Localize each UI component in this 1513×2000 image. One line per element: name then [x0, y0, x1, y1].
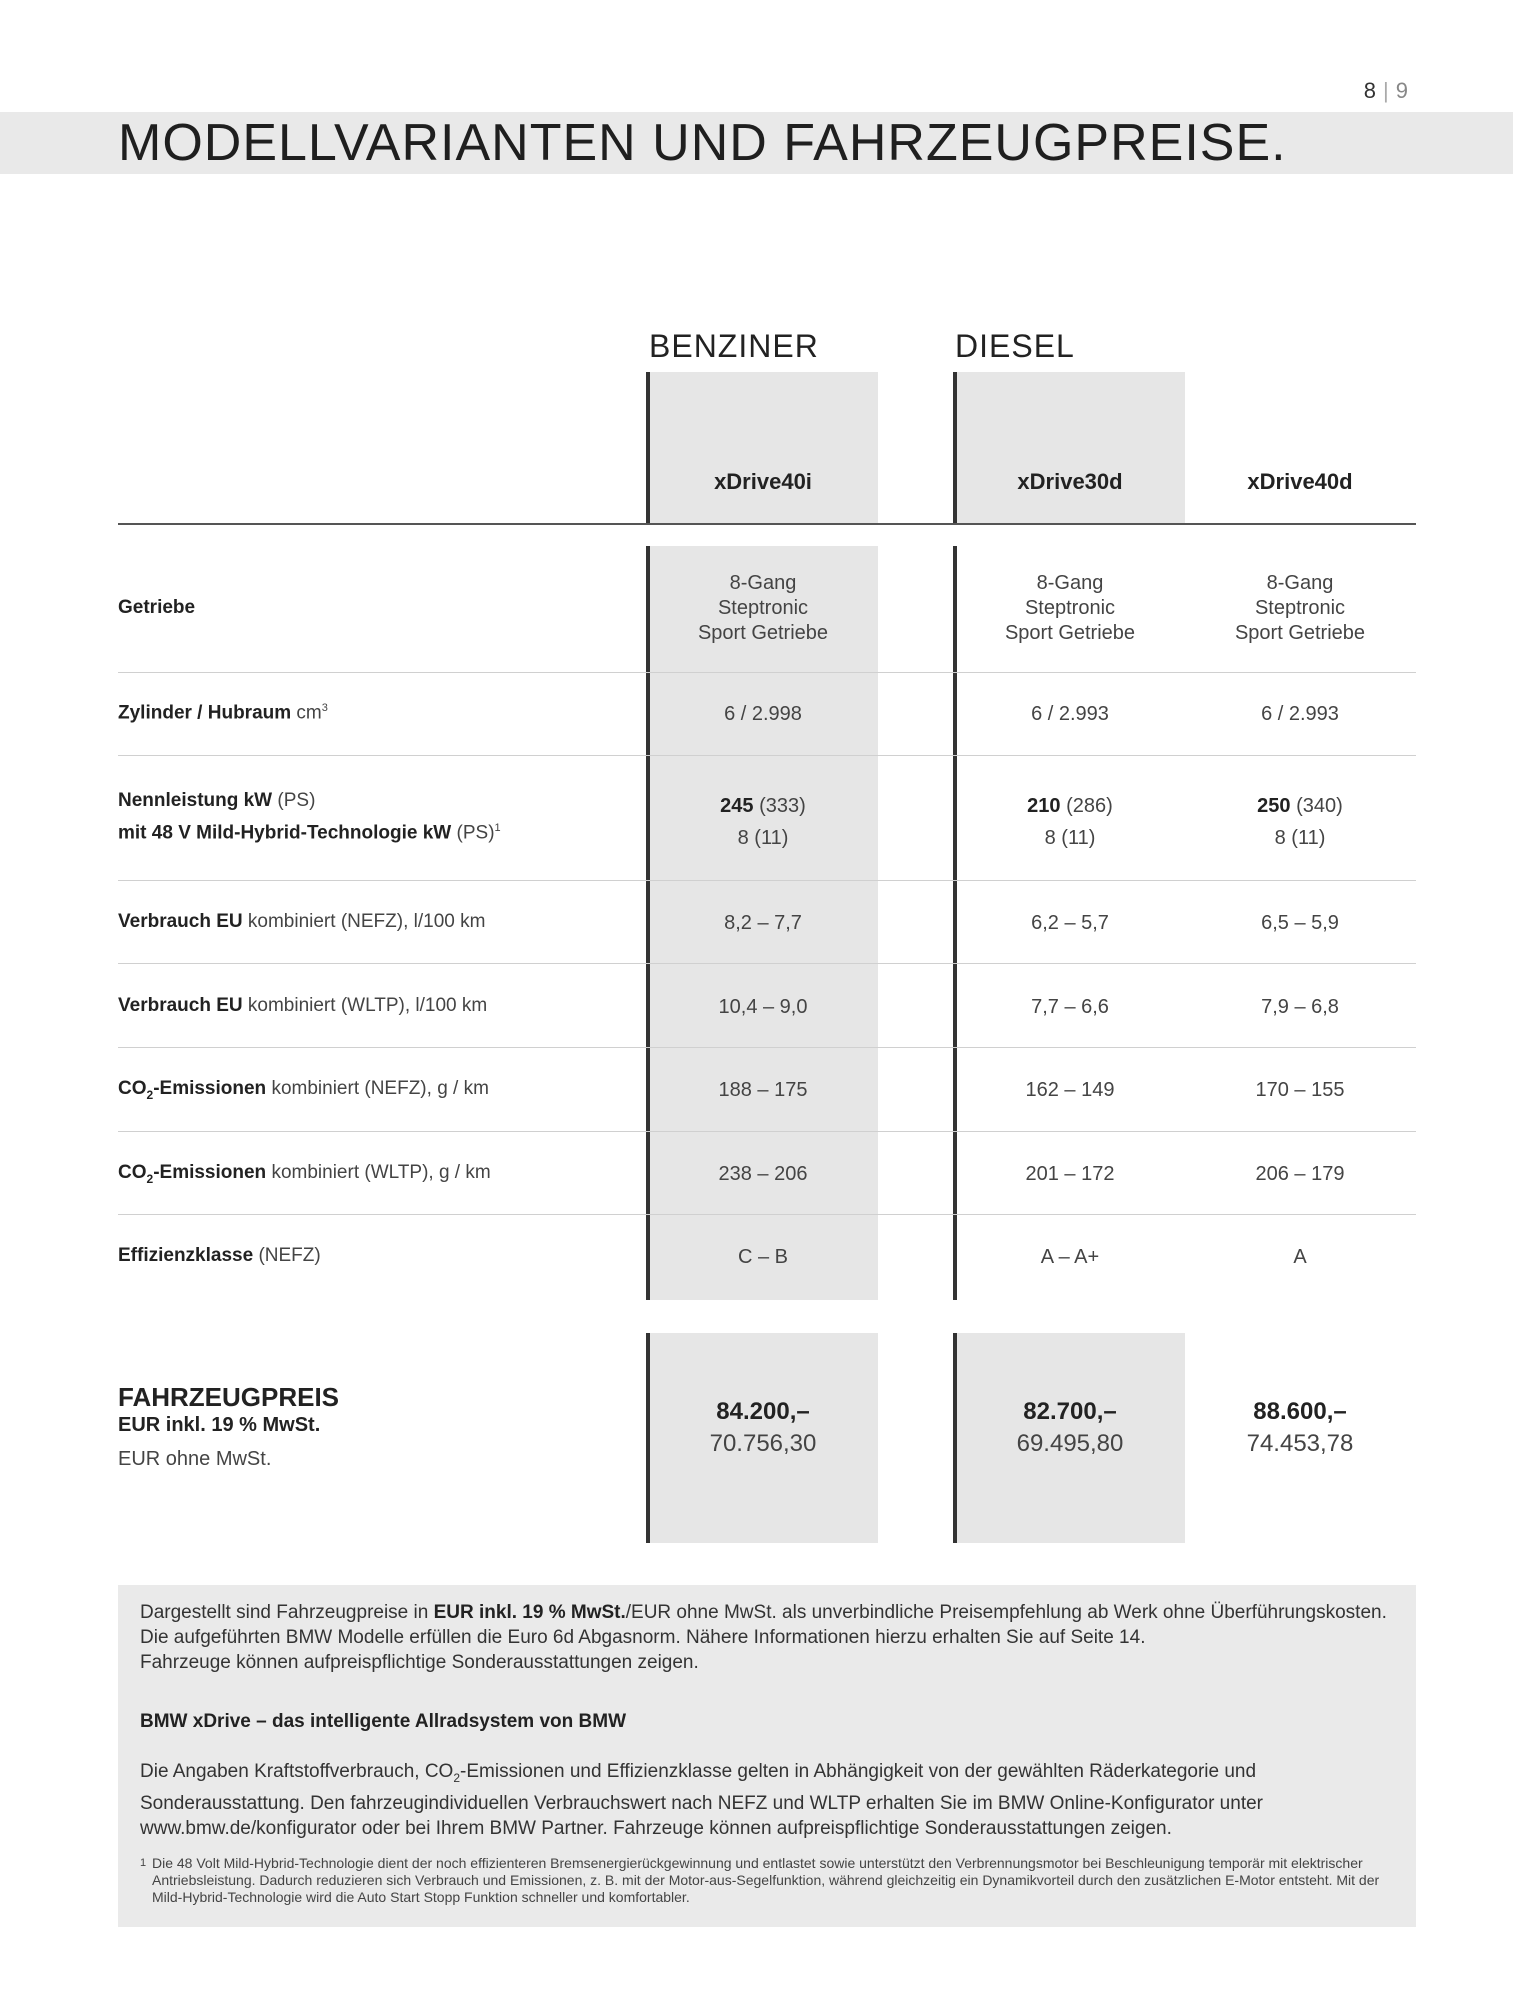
price-net-xdrive40d: 74.453,78 [1246, 1430, 1354, 1457]
page-number-current: 8 [1363, 78, 1378, 103]
price-net-xdrive40i: 70.756,30 [709, 1430, 817, 1457]
cell-co2-nefz-xdrive30d: 162 – 149 [1025, 1079, 1115, 1101]
page-number-next: 9 [1395, 78, 1409, 103]
cell-zylinder-xdrive40d: 6 / 2.993 [1261, 703, 1339, 725]
header-bar-xdrive40i [646, 372, 650, 523]
cell-leistung-xdrive30d: 210 (286) 8 (11) [1027, 795, 1113, 849]
row-label-co2-nefz: $CO_2$-Emissionen kombiniert (NEFZ), g / km [118, 1078, 489, 1102]
header-bg-xdrive30d [955, 372, 1185, 523]
model-xdrive30d: xDrive30d [1017, 469, 1123, 494]
notes-box [118, 1585, 1416, 1927]
cell-verbrauch-wltp-xdrive40i: 10,4 – 9,0 [718, 996, 808, 1018]
row-divider [118, 1214, 1416, 1215]
group-diesel: DIESEL [955, 328, 1075, 364]
footnote [140, 1855, 1390, 1906]
cell-getriebe-xdrive30d: 8-Gang Steptronic Sport Getriebe [1004, 572, 1136, 644]
page-number [1364, 78, 1409, 104]
row-divider [118, 672, 1416, 673]
row-label-co2-wltp: $CO_2$-Emissionen kombiniert (WLTP), g / km [118, 1162, 491, 1186]
price-gross-xdrive30d: 82.700,– [1023, 1398, 1117, 1425]
model-xdrive40i: xDrive40i [714, 469, 812, 494]
header-divider [118, 523, 1416, 525]
cell-leistung-xdrive40i: 245 (333) 8 (11) [720, 795, 806, 849]
price-net-xdrive30d: 69.495,80 [1016, 1430, 1124, 1457]
cell-verbrauch-nefz-xdrive40d: 6,5 – 5,9 [1261, 912, 1339, 934]
row-divider [118, 1047, 1416, 1048]
price-sub-gross: EUR inkl. 19 % MwSt. [118, 1414, 321, 1436]
cell-effizienz-xdrive30d: A – A+ [1040, 1246, 1100, 1268]
row-label-effizienz: Effizienzklasse (NEFZ) [118, 1245, 321, 1266]
cell-zylinder-xdrive30d: 6 / 2.993 [1031, 703, 1109, 725]
header-bg-xdrive40i [648, 372, 878, 523]
page-number-separator: | [1383, 78, 1390, 103]
group-petrol: BENZINER [649, 328, 819, 364]
cell-effizienz-xdrive40d: A [1293, 1246, 1307, 1268]
footnote-text: Die 48 Volt Mild-Hybrid-Technologie dient der noch effizienteren Bremsenergierückgewinnung und entlastet sowie unterstützt den Verbrennungsmotor bei Beschleunigung temporär mit elektrischer Antriebsleistung. Dadurch reduzieren sich Verbrauch und Emissionen, z. B. mit der Motor-aus-Segelfunktion, während gleichzeitig ein Dynamikvorteil durch den zusätzlichen E-Motor entsteht. Mit der Mild-Hybrid-Technologie wird die Auto Start Stopp Funktion schneller und komfortabler. [152, 1855, 1380, 1905]
page-title: MODELLVARIANTEN UND FAHRZEUGPREISE. [118, 114, 1287, 172]
row-label-leistung-hybrid: mit 48 V Mild-Hybrid-Technologie kW (PS)$^1$ [118, 822, 501, 844]
cell-co2-nefz-xdrive40i: 188 – 175 [718, 1079, 808, 1101]
cell-co2-nefz-xdrive40d: 170 – 155 [1255, 1079, 1345, 1101]
cell-verbrauch-wltp-xdrive30d: 7,7 – 6,6 [1031, 996, 1109, 1018]
row-label-verbrauch-nefz: Verbrauch EU kombiniert (NEFZ), l/100 km [118, 911, 486, 932]
price-title: FAHRZEUGPREIS [118, 1382, 340, 1412]
row-label-verbrauch-wltp: Verbrauch EU kombiniert (WLTP), l/100 km [118, 995, 488, 1016]
row-label-zylinder: Zylinder / Hubraum $cm^3$ [118, 702, 328, 724]
notes-paragraph-consumption: Die Angaben Kraftstoffverbrauch, $CO_2$-Emissionen und Effizienzklasse gelten in Abhängigkeit von der gewählten Räderkategorie und Sonderausstattung. Den fahrzeugindividuellen Verbrauchswert nach NEFZ und WLTP erhalten Sie im BMW Online-Konfigurator unter www.bmw.de/konfigurator oder bei Ihrem BMW Partner. Fahrzeuge können aufpreispflichtige Sonderausstattungen zeigen. [140, 1761, 1263, 1839]
row-divider [118, 755, 1416, 756]
footnote-mark: 1 [140, 1857, 147, 1869]
cell-zylinder-xdrive40i: 6 / 2.998 [724, 703, 802, 725]
cell-verbrauch-wltp-xdrive40d: 7,9 – 6,8 [1261, 996, 1339, 1018]
cell-effizienz-xdrive40i: C – B [737, 1246, 789, 1268]
model-xdrive40d: xDrive40d [1247, 469, 1353, 494]
price-sub-net: EUR ohne MwSt. [118, 1448, 272, 1470]
cell-leistung-xdrive40d: 250 (340) 8 (11) [1257, 795, 1343, 849]
notes-heading-xdrive: BMW xDrive – das intelligente Allradsystem von BMW [140, 1711, 627, 1732]
notes-paragraph-prices: Dargestellt sind Fahrzeugpreise in EUR inkl. 19 % MwSt./EUR ohne MwSt. als unverbindliche Preisempfehlung ab Werk ohne Überführungskosten. Die aufgeführten BMW Modelle erfüllen die Euro 6d Abgasnorm. Nähere Informationen hierzu erhalten Sie auf Seite 14. Fahrzeuge können aufpreispflichtige Sonderausstattungen zeigen. [140, 1602, 1387, 1673]
cell-getriebe-xdrive40i: 8-Gang Steptronic Sport Getriebe [697, 572, 829, 644]
cell-verbrauch-nefz-xdrive40i: 8,2 – 7,7 [724, 912, 802, 934]
row-label-getriebe: Getriebe [118, 597, 196, 618]
row-divider [118, 1131, 1416, 1132]
cell-getriebe-xdrive40d: 8-Gang Steptronic Sport Getriebe [1234, 572, 1366, 644]
cell-co2-wltp-xdrive40i: 238 – 206 [718, 1163, 808, 1185]
cell-co2-wltp-xdrive40d: 206 – 179 [1255, 1163, 1345, 1185]
price-gross-xdrive40i: 84.200,– [716, 1398, 810, 1425]
price-gross-xdrive40d: 88.600,– [1253, 1398, 1347, 1425]
cell-co2-wltp-xdrive30d: 201 – 172 [1025, 1163, 1115, 1185]
row-divider [118, 963, 1416, 964]
cell-verbrauch-nefz-xdrive30d: 6,2 – 5,7 [1031, 912, 1109, 934]
header-bar-xdrive30d [953, 372, 957, 523]
row-label-leistung: Nennleistung kW (PS) [118, 790, 316, 811]
row-divider [118, 880, 1416, 881]
